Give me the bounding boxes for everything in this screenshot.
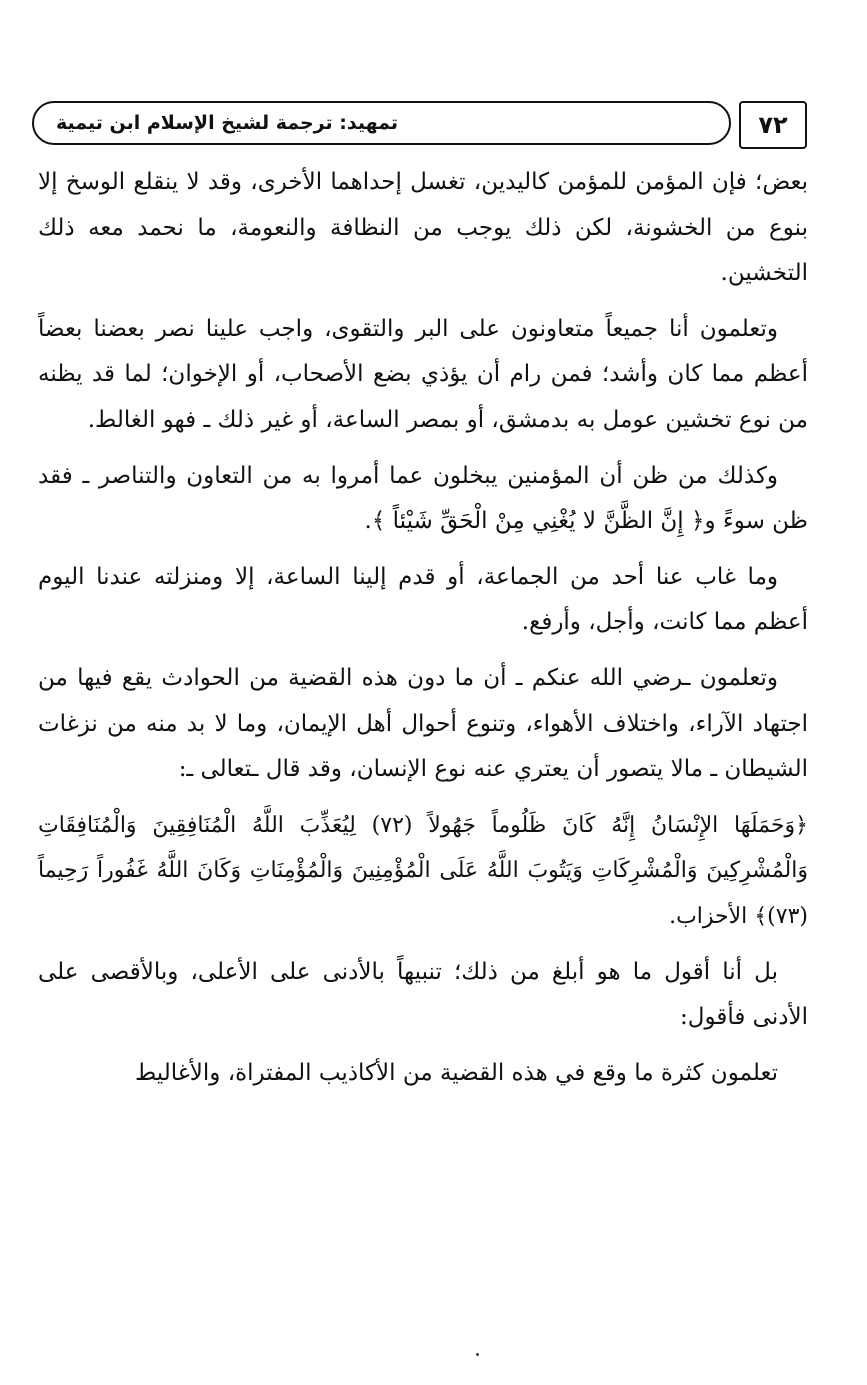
paragraph-3: وكذلك من ظن أن المؤمنين يبخلون عما أمروا به من التعاون والتناصر ـ فقد ظن سوءً و﴿ إِنَّ الظَّنَّ لا يُغْنِي مِنْ الْحَقِّ شَيْئاً ﴾. [38,462,808,535]
page-header [32,101,807,147]
paragraph-7: بل أنا أقول ما هو أبلغ من ذلك؛ تنبيهاً بالأدنى على الأعلى، وبالأقصى على الأدنى فأقول: [38,958,808,1031]
paragraph-5: وتعلمون ـرضي الله عنكم ـ أن ما دون هذه القضية من الحوادث يقع فيها من اجتهاد الآراء، واختلاف الأهواء، وتنوع أحوال أهل الإيمان، وما لا بد منه من نزغات الشيطان ـ مالا يتصور أن يعتري عنه نوع الإنسان، وقد قال ـتعالى ـ: [38,664,808,783]
paragraph-2: وتعلمون أنا جميعاً متعاونون على البر والتقوى، واجب علينا نصر بعضنا بعضاً أعظم مما كان وأشد؛ فمن رام أن يؤذي بضع الأصحاب، أو الإخوان؛ لما قد يظنه من نوع تخشين عومل به بدمشق، أو بمصر الساعة، أو غير ذلك ـ فهو الغالط. [38,315,808,433]
paragraph-1: بعض؛ فإن المؤمن للمؤمن كاليدين، تغسل إحداهما الأخرى، وقد لا ينقلع الوسخ إلا بنوع من الخشونة، لكن ذلك يوجب من النظافة والنعومة، ما نحمد معه ذلك التخشين. [38,169,808,287]
print-speck [476,1353,479,1356]
paragraph-8: تعلمون كثرة ما وقع في هذه القضية من الأكاذيب المفتراة، والأغاليط [134,1059,778,1086]
page-number: ٧٢ [739,101,807,149]
running-title: تمهيد: ترجمة لشيخ الإسلام ابن تيمية [32,101,731,145]
quran-verse: ﴿وَحَمَلَهَا الإِنْسَانُ إِنَّهُ كَانَ ظَلُوماً جَهُولاً (٧٢) لِيُعَذِّبَ اللَّهُ الْمُنَافِقِينَ وَالْمُنَافِقَاتِ وَالْمُشْرِكِينَ وَالْمُشْرِكَاتِ وَيَتُوبَ اللَّهُ عَلَى الْمُؤْمِنِينَ وَالْمُؤْمِنَاتِ وَكَانَ اللَّهُ غَفُوراً رَحِيماً (٧٣)﴾ الأحزاب. [38,812,808,929]
paragraph-4: وما غاب عنا أحد من الجماعة، أو قدم إلينا الساعة، إلا ومنزلته عندنا اليوم أعظم مما كانت، وأجل، وأرفع. [38,563,808,636]
page-body [38,160,808,1106]
